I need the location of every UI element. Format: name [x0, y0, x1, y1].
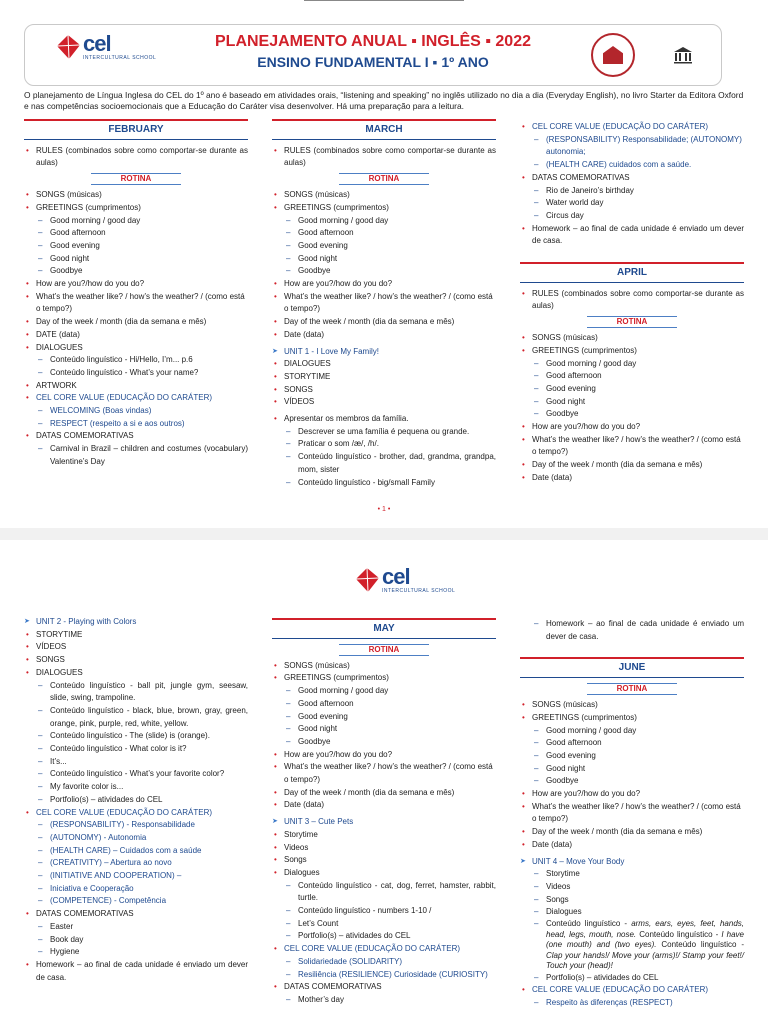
list-item: • DATAS COMEMORATIVAS: [272, 981, 496, 994]
sub-item: – Conteúdo linguístico - big/small Family: [272, 477, 496, 490]
sub-item: – (HEALTH CARE) – Cuidados com a saúde: [24, 845, 248, 858]
sub-item: – Good night: [272, 723, 496, 736]
rotina-label: ROTINA: [587, 316, 677, 328]
sub-item: – Conteúdo linguístico - Hi/Hello, I’m... p.6: [24, 354, 248, 367]
sub-item: – Good evening: [272, 711, 496, 724]
sub-item: – Good night: [24, 253, 248, 266]
sub-item: – Good afternoon: [520, 370, 744, 383]
school-seal-icon: [591, 33, 635, 77]
sub-item: – Good evening: [520, 750, 744, 763]
sub-item: – Praticar o som /ӕ/, /h/.: [272, 438, 496, 451]
sub-item: – Good morning / good day: [520, 358, 744, 371]
sub-item: – Good evening: [272, 240, 496, 253]
sub-item: – Conteúdo linguístico - The (slide) is (orange).: [24, 730, 248, 743]
sub-item: – Resiliência (RESILIENCE) Curiosidade (CURIOSITY): [272, 969, 496, 982]
sub-item: – Good morning / good day: [520, 725, 744, 738]
list-item: • What’s the weather like? / how’s the weather? / (como está o tempo?): [520, 434, 744, 459]
sub-item: – Good night: [520, 763, 744, 776]
list-item: • How are you?/how do you do?: [24, 278, 248, 291]
list-item: • RULES (combinados sobre como comportar-se durante as aulas): [272, 145, 496, 170]
sub-item: – Water world day: [520, 197, 744, 210]
sub-item: – (CREATIVITY) – Abertura ao novo: [24, 857, 248, 870]
kite-logo-icon: [354, 567, 380, 593]
sub-item: – Good afternoon: [272, 227, 496, 240]
sub-item: – Hygiene: [24, 946, 248, 959]
page-subtitle: ENSINO FUNDAMENTAL I ▪ 1º ANO: [257, 54, 489, 70]
list-item: • DATE (data): [24, 329, 248, 342]
list-item: • DIALOGUES: [24, 342, 248, 355]
content-label: Conteúdo linguístico -: [656, 940, 744, 950]
sub-item: – Respeito às diferenças (RESPECT): [520, 997, 744, 1010]
sub-item: – Good morning / good day: [272, 685, 496, 698]
unit-heading: ➤ UNIT 3 – Cute Pets: [272, 816, 496, 829]
sub-item: – (COMPETENCE) - Competência: [24, 895, 248, 908]
sub-item: – (AUTONOMY) - Autonomia: [24, 832, 248, 845]
month-march: MARCH: [272, 119, 496, 140]
list-item: • DATAS COMEMORATIVAS: [24, 430, 248, 443]
sub-item: [520, 919, 744, 972]
sub-item: – Book day: [24, 934, 248, 947]
rotina-label: ROTINA: [339, 173, 429, 185]
sub-item: – Good afternoon: [272, 698, 496, 711]
sub-item: – Videos: [520, 881, 744, 894]
sub-item: – Good night: [520, 396, 744, 409]
content-label: Conteúdo linguístico -: [636, 929, 722, 939]
list-item: • Date (data): [520, 839, 744, 852]
top-rule: [304, 0, 464, 1]
page-number: • 1 •: [377, 506, 391, 513]
list-item: • Day of the week / month (dia da semana e mês): [272, 316, 496, 329]
unit-heading: ➤ UNIT 1 - I Love My Family!: [272, 346, 496, 359]
intro-paragraph: O planejamento de Língua Inglesa do CEL do 1º ano é baseado em atividades orais, “listening and speaking” no inglês utilizado no dia a dia (Everyday English), no livro Starter da Editora Oxford e nas competências socioemocionais que a Educação do Caráter visa desenvolver. Há uma preparação para a leitura.: [24, 90, 744, 111]
sub-item: – Circus day: [520, 210, 744, 223]
sub-item: – Conteúdo linguístico - What color is it?: [24, 743, 248, 756]
sub-item: – WELCOMING (Boas vindas): [24, 405, 248, 418]
page-2: [0, 540, 768, 1024]
list-item: • Date (data): [272, 329, 496, 342]
unit-heading: ➤ UNIT 4 – Move Your Body: [520, 856, 744, 869]
sub-item: – Good evening: [520, 383, 744, 396]
sub-item: – Portfolio(s) – atividades do CEL: [272, 930, 496, 943]
sub-item: – Let’s Count: [272, 918, 496, 931]
sub-item: – Portfolio(s) – atividades do CEL: [24, 794, 248, 807]
march-column: [272, 119, 496, 489]
list-item: • Day of the week / month (dia da semana e mês): [24, 316, 248, 329]
sub-item: – RESPECT (respeito a si e aos outros): [24, 418, 248, 431]
sub-item: – Easter: [24, 921, 248, 934]
sub-item: – Storytime: [520, 868, 744, 881]
list-item: • Date (data): [520, 472, 744, 485]
list-item: • DATAS COMEMORATIVAS: [520, 172, 744, 185]
unesco-temple-icon: [673, 46, 693, 64]
sub-item: – Good morning / good day: [24, 215, 248, 228]
sub-item: – (RESPONSABILITY) - Responsabilidade: [24, 819, 248, 832]
list-item: • DATAS COMEMORATIVAS: [24, 908, 248, 921]
sub-item: – My favorite color is...: [24, 781, 248, 794]
sub-item: – Conteúdo linguístico - numbers 1-10 /: [272, 905, 496, 918]
list-item: • Homework – ao final de cada unidade é enviado um dever de casa.: [24, 959, 248, 984]
sub-item: – Rio de Janeiro’s birthday: [520, 185, 744, 198]
sub-item: – Goodbye: [272, 736, 496, 749]
list-item: • RULES (combinados sobre como comportar-se durante as aulas): [24, 145, 248, 170]
partner-seals: [591, 33, 711, 77]
list-item: • SONGS (músicas): [520, 332, 744, 345]
list-item: • Apresentar os membros da família.: [272, 413, 496, 426]
sub-item: – (RESPONSABILITY) Responsabilidade; (AUTONOMY) autonomia;: [520, 134, 744, 159]
list-item: • How are you?/how do you do?: [520, 788, 744, 801]
logo-text: cel: [382, 564, 410, 589]
list-item: • How are you?/how do you do?: [272, 749, 496, 762]
list-item: • SONGS (músicas): [272, 189, 496, 202]
month-may: MAY: [272, 618, 496, 639]
sub-item: – Goodbye: [520, 408, 744, 421]
sub-item: – Conteúdo linguístico - cat, dog, ferret, hamster, rabbit, turtle.: [272, 880, 496, 905]
list-item: • GREETINGS (cumprimentos): [272, 672, 496, 685]
sub-item: – Conteúdo linguístico - What’s your favorite color?: [24, 768, 248, 781]
sub-item: – (HEALTH CARE) cuidados com a saúde.: [520, 159, 744, 172]
month-april: APRIL: [520, 262, 744, 283]
list-item: • SONGS (músicas): [272, 660, 496, 673]
list-item: • Songs: [272, 854, 496, 867]
list-item: • GREETINGS (cumprimentos): [24, 202, 248, 215]
list-item: • DIALOGUES: [272, 358, 496, 371]
sub-item: – Iniciativa e Cooperação: [24, 883, 248, 896]
sub-item: – Goodbye: [520, 775, 744, 788]
sub-item: – Mother’s day: [272, 994, 496, 1007]
list-item: • CEL CORE VALUE (EDUCAÇÃO DO CARÁTER): [520, 984, 744, 997]
list-item: • What’s the weather like? / how’s the weather? / (como está o tempo?): [24, 291, 248, 316]
page-title: PLANEJAMENTO ANUAL ▪ INGLÊS ▪ 2022: [215, 33, 531, 50]
sub-item: – Good night: [272, 253, 496, 266]
sub-item: – Portfolio(s) – atividades do CEL: [520, 972, 744, 985]
sub-item: – Good afternoon: [24, 227, 248, 240]
list-item: • SONGS (músicas): [520, 699, 744, 712]
list-item: • RULES (combinados sobre como comportar-se durante as aulas): [520, 288, 744, 313]
rotina-label: ROTINA: [339, 644, 429, 656]
list-item: • STORYTIME: [272, 371, 496, 384]
list-item: • Homework – ao final de cada unidade é enviado um dever de casa.: [520, 223, 744, 248]
list-item: • SONGS: [24, 654, 248, 667]
unit-heading: ➤ UNIT 2 - Playing with Colors: [24, 616, 248, 629]
list-item: • VÍDEOS: [24, 641, 248, 654]
sub-item: – It’s...: [24, 756, 248, 769]
sub-item: – Dialogues: [520, 906, 744, 919]
sub-item: – Good morning / good day: [272, 215, 496, 228]
rotina-label: ROTINA: [587, 683, 677, 695]
sub-item: – Goodbye: [272, 265, 496, 278]
list-item: • How are you?/how do you do?: [272, 278, 496, 291]
list-item: • VÍDEOS: [272, 396, 496, 409]
list-item: • Day of the week / month (dia da semana e mês): [520, 826, 744, 839]
sub-item: – Good evening: [24, 240, 248, 253]
content-label: Conteúdo linguístico -: [546, 919, 632, 929]
list-item: • Dialogues: [272, 867, 496, 880]
month-february: FEBRUARY: [24, 119, 248, 140]
list-item: • Day of the week / month (dia da semana e mês): [272, 787, 496, 800]
unit2-column: [24, 616, 248, 984]
sub-item: – Carnival in Brazil – children and costumes (vocabulary) Valentine’s Day: [24, 443, 248, 468]
list-item: • STORYTIME: [24, 629, 248, 642]
list-item: • What’s the weather like? / how’s the weather? / (como está o tempo?): [272, 761, 496, 786]
list-item: • Day of the week / month (dia da semana e mês): [520, 459, 744, 472]
list-item: • Storytime: [272, 829, 496, 842]
sub-item: – Homework – ao final de cada unidade é enviado um dever de casa.: [520, 618, 744, 643]
logo-text: cel: [83, 31, 111, 56]
april-column: [520, 121, 744, 485]
list-item: • What’s the weather like? / how’s the weather? / (como está o tempo?): [520, 801, 744, 826]
list-item: • GREETINGS (cumprimentos): [520, 712, 744, 725]
sub-item: – (INITIATIVE AND COOPERATION) –: [24, 870, 248, 883]
list-item: • ARTWORK: [24, 380, 248, 393]
list-item: • CEL CORE VALUE (EDUCAÇÃO DO CARÁTER): [24, 392, 248, 405]
sub-item: – Goodbye: [24, 265, 248, 278]
list-item: • Date (data): [272, 799, 496, 812]
sub-item: – Conteúdo linguístico - What’s your name?: [24, 367, 248, 380]
list-item: • GREETINGS (cumprimentos): [520, 345, 744, 358]
list-item: • DIALOGUES: [24, 667, 248, 680]
month-june: JUNE: [520, 657, 744, 678]
sub-item: – Conteúdo linguístico - brother, dad, grandma, grandpa, mom, sister: [272, 451, 496, 476]
list-item: • GREETINGS (cumprimentos): [272, 202, 496, 215]
sub-item: – Descrever se uma família é pequena ou grande.: [272, 426, 496, 439]
list-item: • How are you?/how do you do?: [520, 421, 744, 434]
logo-subtext: INTERCULTURAL SCHOOL: [83, 55, 157, 61]
sub-item: – Solidariedade (SOLIDARITY): [272, 956, 496, 969]
june-column: [520, 618, 744, 1010]
list-item: • SONGS (músicas): [24, 189, 248, 202]
logo-subtext: INTERCULTURAL SCHOOL: [382, 588, 456, 594]
list-item: • What’s the weather like? / how’s the weather? / (como está o tempo?): [272, 291, 496, 316]
list-item: • CEL CORE VALUE (EDUCAÇÃO DO CARÁTER): [520, 121, 744, 134]
rotina-label: ROTINA: [91, 173, 181, 185]
sub-item: – Songs: [520, 894, 744, 907]
phrase: I have (one mouth) and (two eyes).: [546, 929, 744, 950]
document-header: [24, 24, 722, 86]
sub-item: – Good afternoon: [520, 737, 744, 750]
list-item: • CEL CORE VALUE (EDUCAÇÃO DO CARÁTER): [272, 943, 496, 956]
phrase: Clap your hands!/ Move your (arms)!/ Stamp your feet!/ Touch your (head)!: [546, 950, 744, 971]
february-column: [24, 119, 248, 469]
list-item: • Videos: [272, 842, 496, 855]
list-item: • CEL CORE VALUE (EDUCAÇÃO DO CARÁTER): [24, 807, 248, 820]
may-column: [272, 618, 496, 1007]
sub-item: – Conteúdo linguístico - ball pit, jungle gym, seesaw, slide, swing, trampoline.: [24, 680, 248, 705]
cel-logo: [354, 566, 455, 594]
body-words: arms, ears, eyes, feet, hands, head, legs, mouth, nose.: [546, 919, 744, 939]
sub-item: – Conteúdo linguístico - black, blue, brown, gray, green, orange, pink, purple, red, white, yellow.: [24, 705, 248, 730]
list-item: • SONGS: [272, 384, 496, 397]
